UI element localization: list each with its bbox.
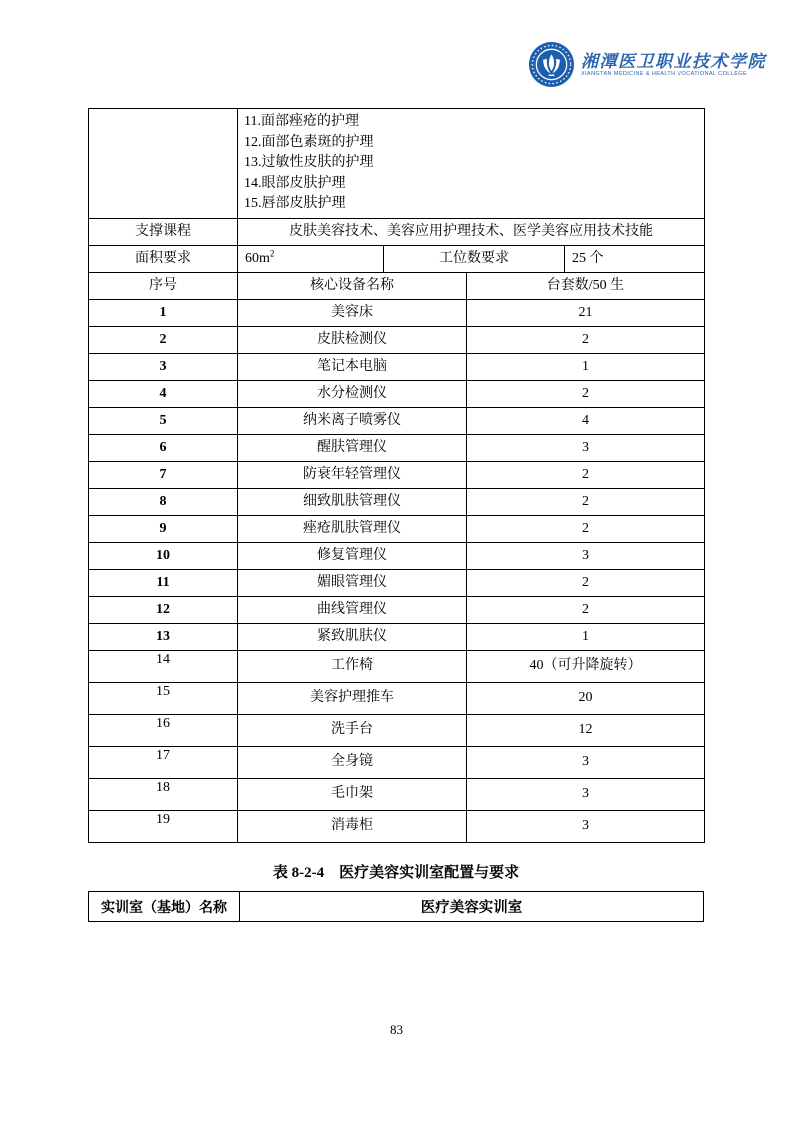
equipment-name-cell: 皮肤检测仪 [238, 326, 467, 353]
workstation-value: 25 个 [565, 245, 705, 272]
table-header-row [89, 272, 705, 299]
table-row [89, 569, 705, 596]
quantity-cell: 3 [467, 542, 705, 569]
row-no-cell: 11 [89, 569, 238, 596]
equipment-name-cell: 修复管理仪 [238, 542, 467, 569]
quantity-cell: 12 [467, 714, 705, 746]
equipment-name-cell: 纳米离子喷雾仪 [238, 407, 467, 434]
quantity-cell: 2 [467, 488, 705, 515]
area-label: 面积要求 [89, 245, 238, 272]
equipment-table [88, 108, 705, 843]
practice-item: 11.面部痤疮的护理 [244, 114, 359, 129]
row-no-cell: 2 [89, 326, 238, 353]
row-no-cell: 7 [89, 461, 238, 488]
row-no-cell: 10 [89, 542, 238, 569]
college-logo [528, 41, 766, 88]
college-name-english: XIANGTAN MEDICINE & HEALTH VOCATIONAL COLLEGE [581, 70, 748, 77]
table-row [89, 778, 705, 810]
equipment-name-cell: 醒肤管理仪 [238, 434, 467, 461]
quantity-cell: 2 [467, 596, 705, 623]
column-header-qty: 台套数/50 生 [467, 272, 705, 299]
empty-cell [89, 109, 238, 219]
college-name-block [581, 52, 766, 78]
table-row [89, 650, 705, 682]
quantity-cell: 3 [467, 746, 705, 778]
practice-item: 12.面部色素斑的护理 [244, 134, 374, 150]
continuation-row [89, 109, 705, 219]
quantity-cell: 2 [467, 569, 705, 596]
column-header-name: 核心设备名称 [238, 272, 467, 299]
quantity-cell: 3 [467, 778, 705, 810]
equipment-name-cell: 防衰年轻管理仪 [238, 461, 467, 488]
quantity-cell: 3 [467, 434, 705, 461]
row-no-cell: 6 [89, 434, 238, 461]
table-row [89, 542, 705, 569]
row-no-cell: 18 [89, 778, 238, 810]
table-row [89, 682, 705, 714]
row-no-cell: 19 [89, 810, 238, 842]
quantity-cell: 2 [467, 380, 705, 407]
equipment-name-cell: 美容护理推车 [238, 682, 467, 714]
equipment-name-cell: 媚眼管理仪 [238, 569, 467, 596]
equipment-name-cell: 消毒柜 [238, 810, 467, 842]
quantity-cell: 20 [467, 682, 705, 714]
quantity-cell: 3 [467, 810, 705, 842]
equipment-name-cell: 紧致肌肤仪 [238, 623, 467, 650]
table-caption-title: 医疗美容实训室配置与要求 [339, 865, 520, 881]
equipment-name-cell: 美容床 [238, 299, 467, 326]
support-course-label: 支撑课程 [89, 218, 238, 245]
room-name-table [88, 891, 704, 922]
workstation-label: 工位数要求 [384, 245, 565, 272]
row-no-cell: 1 [89, 299, 238, 326]
table-row [89, 380, 705, 407]
row-no-cell: 12 [89, 596, 238, 623]
quantity-cell: 1 [467, 353, 705, 380]
quantity-cell: 4 [467, 407, 705, 434]
college-emblem-icon [528, 41, 575, 88]
practice-item: 14.眼部皮肤护理 [244, 175, 346, 191]
area-superscript: 2 [269, 248, 275, 259]
equipment-name-cell: 全身镜 [238, 746, 467, 778]
area-row [89, 245, 705, 272]
practice-item: 15.唇部皮肤护理 [244, 196, 346, 211]
room-name-row [89, 892, 704, 922]
row-no-cell: 17 [89, 746, 238, 778]
row-no-cell: 4 [89, 380, 238, 407]
row-no-cell: 9 [89, 515, 238, 542]
column-header-no: 序号 [89, 272, 238, 299]
table-row [89, 326, 705, 353]
quantity-cell: 2 [467, 326, 705, 353]
support-course-row [89, 218, 705, 245]
equipment-name-cell: 曲线管理仪 [238, 596, 467, 623]
row-no-cell: 16 [89, 714, 238, 746]
room-name-value: 医疗美容实训室 [240, 892, 704, 922]
quantity-cell: 21 [467, 299, 705, 326]
row-no-cell: 8 [89, 488, 238, 515]
row-no-cell: 3 [89, 353, 238, 380]
table-row [89, 434, 705, 461]
quantity-cell: 2 [467, 461, 705, 488]
table-caption-number: 表 8-2-4 [272, 865, 325, 881]
row-no-cell: 5 [89, 407, 238, 434]
equipment-name-cell: 毛巾架 [238, 778, 467, 810]
page-number: 83 [390, 1022, 403, 1037]
area-number: 60m [245, 250, 270, 266]
table-row [89, 353, 705, 380]
area-value [238, 245, 384, 272]
table-row [89, 623, 705, 650]
room-name-label: 实训室（基地）名称 [89, 892, 240, 922]
table-row [89, 515, 705, 542]
table-row [89, 746, 705, 778]
table-row [89, 407, 705, 434]
table-row [89, 714, 705, 746]
quantity-cell: 1 [467, 623, 705, 650]
equipment-name-cell: 水分检测仪 [238, 380, 467, 407]
table-caption [88, 861, 704, 882]
table-row [89, 299, 705, 326]
equipment-name-cell: 工作椅 [238, 650, 467, 682]
equipment-name-cell: 痤疮肌肤管理仪 [238, 515, 467, 542]
practice-items-cell [238, 109, 705, 219]
row-no-cell: 14 [89, 650, 238, 682]
equipment-name-cell: 笔记本电脑 [238, 353, 467, 380]
practice-item: 13.过敏性皮肤的护理 [244, 155, 374, 170]
row-no-cell: 13 [89, 623, 238, 650]
support-course-value: 皮肤美容技术、美容应用护理技术、医学美容应用技术技能 [238, 218, 705, 245]
equipment-name-cell: 洗手台 [238, 714, 467, 746]
table-row [89, 596, 705, 623]
equipment-name-cell: 细致肌肤管理仪 [238, 488, 467, 515]
quantity-cell: 2 [467, 515, 705, 542]
table-row [89, 488, 705, 515]
college-name-chinese: 湘潭医卫职业技术学院 [581, 51, 766, 71]
table-row [89, 461, 705, 488]
row-no-cell: 15 [89, 682, 238, 714]
table-row [89, 810, 705, 842]
quantity-cell: 40（可升降旋转） [467, 650, 705, 682]
